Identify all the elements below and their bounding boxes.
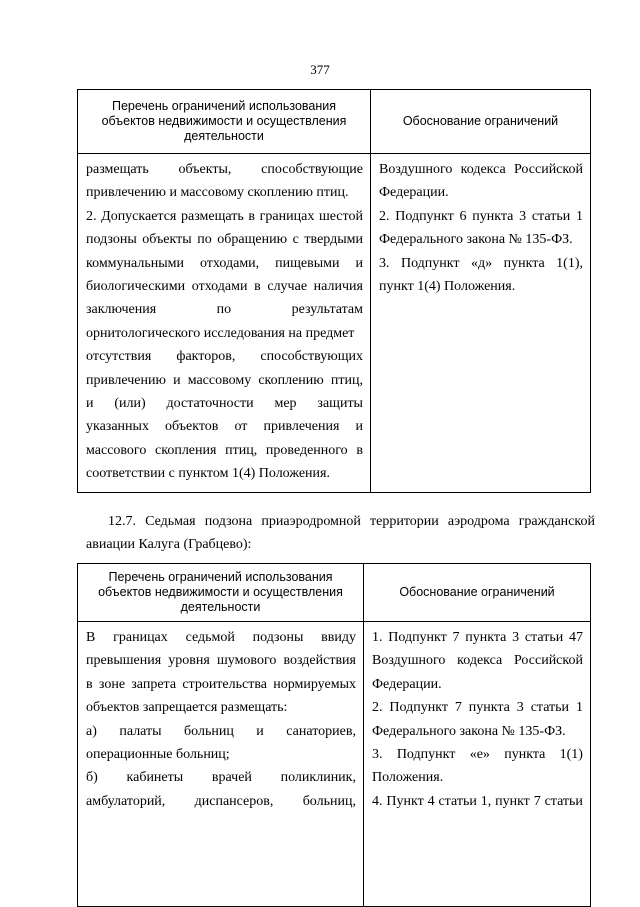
table-row — [78, 154, 591, 493]
text-line — [86, 415, 363, 438]
word: размещать — [86, 162, 149, 177]
text-line — [86, 298, 363, 321]
word: результатам — [291, 302, 363, 318]
word: 1 — [575, 208, 583, 224]
word: способствующие — [261, 162, 363, 177]
word: подзоны — [86, 232, 137, 248]
word: проведенного — [265, 442, 348, 458]
word: отходами — [191, 279, 248, 295]
section-heading-line: авиации Калуга (Грабцево): — [86, 537, 252, 552]
header-line: деятельности — [184, 129, 264, 143]
header-line: объектов недвижимости и осуществления — [98, 585, 343, 599]
word: пункт — [495, 793, 530, 809]
word: Российской — [513, 653, 583, 669]
text-line: привлечению и массовому скоплению птиц. — [86, 185, 349, 201]
word: и — [355, 419, 363, 435]
word: заключения — [86, 302, 157, 318]
word: седьмой — [185, 630, 235, 645]
word: территории — [370, 514, 439, 529]
word: Воздушного — [372, 653, 446, 669]
word: амбулаторий, — [86, 793, 166, 809]
text-line — [379, 252, 583, 275]
word: 7 — [454, 700, 462, 716]
word: кодекса — [457, 653, 503, 669]
word: защиты — [317, 396, 363, 412]
word: птиц, — [225, 442, 258, 458]
word: 3 — [516, 700, 524, 716]
word: 2. — [372, 700, 383, 716]
text-line — [379, 205, 583, 228]
word: статьи — [544, 793, 583, 809]
text-line — [86, 369, 363, 392]
text-line — [86, 392, 363, 415]
word: 47 — [568, 630, 583, 645]
word: с — [292, 232, 299, 248]
word: палаты — [119, 723, 162, 739]
word: кодекса — [460, 162, 506, 177]
word: Подпункт — [400, 255, 460, 271]
word: диспансеров, — [194, 793, 274, 809]
word: в — [254, 279, 261, 295]
word: пункта — [503, 255, 545, 271]
word: Пункт — [386, 793, 424, 809]
word: границах — [259, 208, 315, 224]
word: пищевыми — [275, 255, 340, 271]
word: от — [234, 419, 248, 435]
text-line — [86, 158, 363, 181]
word: привлечению — [86, 372, 166, 388]
word: санаториев, — [286, 723, 356, 739]
table-row — [78, 622, 591, 907]
word: размещать — [181, 208, 244, 224]
word: пункта — [472, 208, 514, 224]
word: 1. — [372, 630, 383, 645]
word: указанных — [86, 419, 149, 435]
word: скопления — [155, 442, 217, 458]
word: массового — [86, 442, 147, 458]
word: птиц, — [330, 372, 363, 388]
text-line — [86, 205, 363, 228]
word: статьи — [438, 793, 477, 809]
word: строительства — [182, 676, 267, 692]
word: 3 — [519, 208, 527, 224]
header-justification — [364, 564, 591, 622]
text-line — [372, 649, 583, 672]
text-line — [86, 439, 363, 462]
justification-cell — [364, 622, 591, 907]
word: по — [197, 232, 212, 248]
word: Воздушного — [379, 162, 453, 177]
text-line — [86, 345, 363, 368]
restrictions-cell — [78, 154, 371, 493]
text-line — [372, 696, 583, 719]
text-line — [379, 158, 583, 181]
word: а) — [86, 723, 97, 739]
word: объектов — [165, 419, 219, 435]
word: ввиду — [321, 630, 356, 645]
word: объекты, — [178, 162, 232, 177]
text-line — [372, 743, 583, 766]
word: шестой — [318, 208, 363, 224]
word: 1(1) — [559, 747, 583, 763]
table-header-row — [78, 564, 591, 622]
word: 7 — [533, 793, 541, 809]
word: биологическими — [86, 279, 186, 295]
header-line: деятельности — [180, 600, 261, 614]
word: 6 — [459, 208, 467, 224]
text-line: соответствии с пунктом 1(4) Положения. — [86, 466, 330, 482]
word: в — [248, 208, 256, 224]
text-line: Федерации. — [379, 185, 449, 201]
text-line — [86, 626, 356, 649]
word: массовому — [187, 372, 252, 388]
word: пункта — [504, 747, 546, 763]
word: случае — [267, 279, 308, 295]
word: 7 — [452, 630, 460, 645]
word: пункта — [465, 630, 507, 645]
word: пункта — [468, 700, 510, 716]
word: аэродрома — [447, 514, 510, 529]
word: коммунальными — [86, 255, 184, 271]
word: 4. — [372, 793, 383, 809]
word: кабинеты — [126, 770, 184, 786]
word: и — [256, 723, 264, 739]
text-line — [86, 720, 356, 743]
text-line — [372, 790, 583, 813]
word: «д» — [471, 255, 493, 271]
word: объекты — [142, 232, 192, 248]
header-restrictions-list — [78, 90, 371, 154]
word: «е» — [469, 747, 490, 763]
restrictions-table-7 — [77, 563, 591, 907]
justification-cell — [371, 154, 591, 493]
word: б) — [86, 770, 98, 786]
word: приаэродромной — [261, 514, 361, 529]
word: 2. — [379, 208, 390, 224]
restrictions-table-6 — [77, 89, 591, 493]
word: 3. — [379, 255, 390, 271]
word: зоне — [98, 676, 126, 692]
text-line: операционные больниц; — [86, 747, 230, 763]
word: 1 — [575, 700, 583, 716]
word: статьи — [524, 630, 564, 645]
text-line — [86, 649, 356, 672]
word: в — [86, 676, 93, 692]
text-line: Федерального закона № 135-ФЗ. — [372, 723, 566, 739]
word: скоплению — [258, 372, 324, 388]
word: факторов, — [176, 349, 236, 365]
word: подзона — [204, 514, 253, 529]
word: Седьмая — [145, 514, 196, 529]
word: обращению — [217, 232, 288, 248]
word: достаточности — [166, 396, 254, 412]
word: уровня — [168, 653, 210, 669]
word: больниц, — [302, 793, 356, 809]
word: и — [86, 396, 94, 412]
header-justification — [371, 90, 591, 154]
word: превышения — [86, 653, 162, 669]
word: Подпункт — [389, 700, 448, 716]
word: 1, — [480, 793, 492, 809]
section-heading-line — [88, 510, 595, 533]
word: В — [86, 630, 96, 645]
text-line: пункт 1(4) Положения. — [379, 279, 516, 295]
text-line — [86, 766, 356, 789]
text-line — [86, 275, 363, 298]
word: твердыми — [304, 232, 363, 248]
word: наличия — [313, 279, 363, 295]
header-line: Обоснование ограничений — [399, 585, 555, 599]
header-restrictions-list — [78, 564, 364, 622]
header-line: Обоснование ограничений — [402, 114, 559, 128]
word: поликлиник, — [280, 770, 356, 786]
text-line: орнитологического исследования на предмет — [86, 325, 355, 341]
word: 4 — [427, 793, 435, 809]
word: воздействия — [283, 653, 356, 669]
text-line: Положения. — [372, 770, 444, 786]
text-line: объектов запрещается размещать: — [86, 700, 288, 716]
word: границах — [113, 630, 168, 645]
word: отсутствия — [86, 349, 152, 365]
word: гражданской — [518, 514, 595, 529]
word: 3. — [372, 747, 383, 763]
page-number: 377 — [310, 62, 330, 77]
text-line — [372, 626, 583, 649]
text-line — [86, 673, 356, 696]
word: запрета — [131, 676, 177, 692]
table-header-row — [78, 90, 591, 154]
restrictions-cell — [78, 622, 364, 907]
word: 2. — [86, 208, 97, 224]
word: по — [216, 302, 232, 318]
text-line — [86, 252, 363, 275]
word: статьи — [530, 700, 570, 716]
word: способствующих — [260, 349, 363, 365]
word: в — [356, 442, 363, 458]
header-line: Перечень ограничений использования — [108, 570, 333, 584]
text-line: Федерации. — [372, 676, 442, 692]
word: отходами, — [199, 255, 260, 271]
word: мер — [274, 396, 297, 412]
header-line: объектов недвижимости и осуществления — [101, 114, 347, 128]
word: Российской — [513, 162, 583, 177]
word: 12.7. — [108, 514, 136, 529]
word: и — [355, 255, 363, 271]
text-line: Федерального закона № 135-ФЗ. — [379, 232, 573, 248]
word: и — [173, 372, 181, 388]
word: врачей — [211, 770, 252, 786]
word: Подпункт — [395, 208, 454, 224]
word: 1(1), — [556, 255, 583, 271]
word: 3 — [512, 630, 520, 645]
word: нормируемых — [273, 676, 356, 692]
header-line: Перечень ограничений использования — [111, 99, 337, 113]
word: подзоны — [252, 630, 304, 645]
text-line — [86, 228, 363, 251]
word: больниц — [184, 723, 234, 739]
text-line — [86, 790, 356, 813]
word: шумового — [216, 653, 277, 669]
word: привлечения — [263, 419, 340, 435]
word: Подпункт — [388, 630, 447, 645]
word: Подпункт — [396, 747, 456, 763]
word: статьи — [531, 208, 571, 224]
section-heading — [88, 510, 595, 556]
word: Допускается — [101, 208, 177, 224]
word: (или) — [114, 396, 146, 412]
